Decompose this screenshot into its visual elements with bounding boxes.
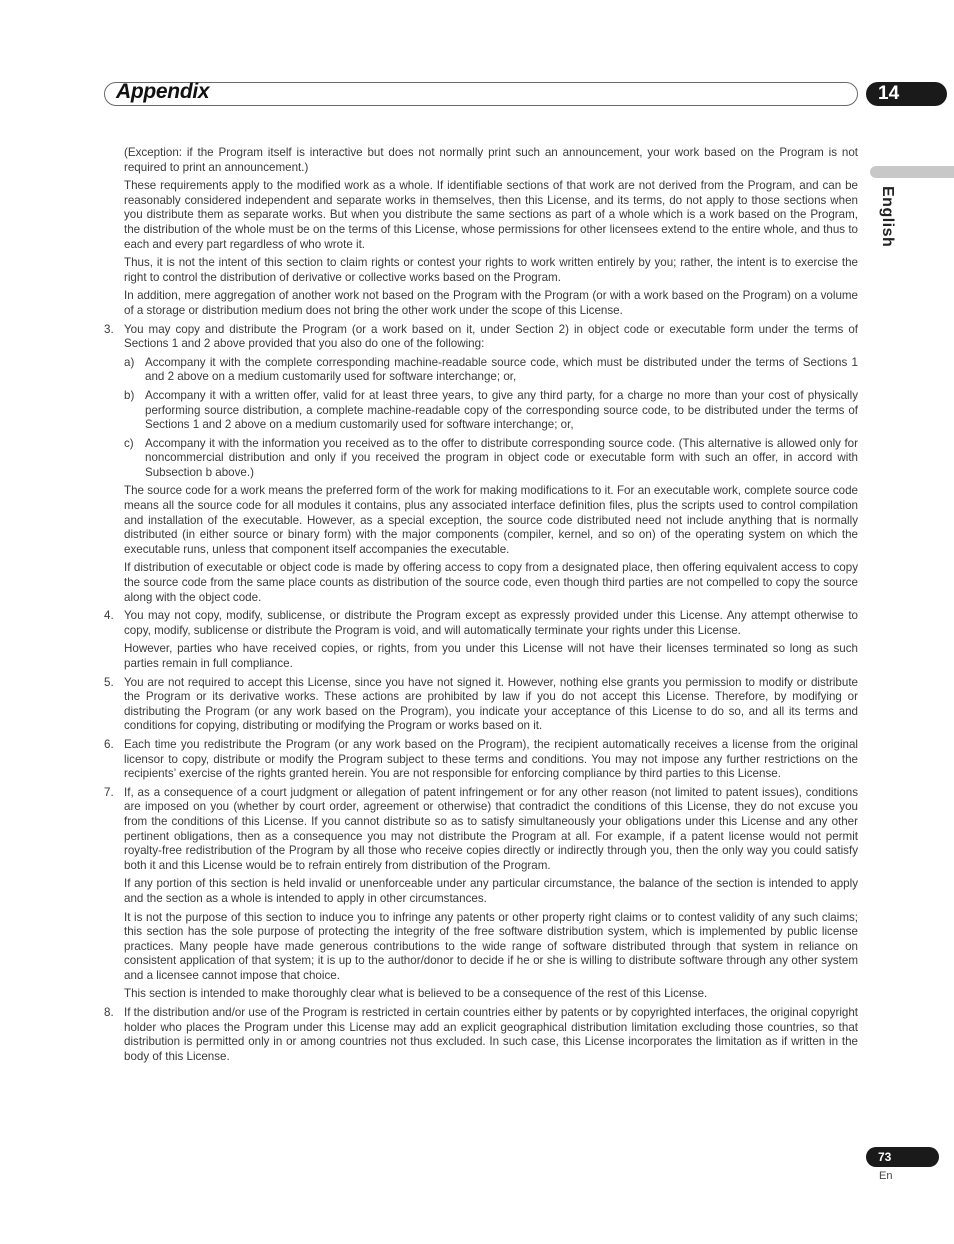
item-text: You are not required to accept this License, since you have not signed it. However, nothing else grants you permission to modify or distribute the Program or its derivative works. These actions are prohibited by law if you do not accept this License. Therefore, by modifying or distributing the Program (or any work based on the Program), you indicate your acceptance of this License to do so, and all its terms and conditions for copying, distributing or modifying the Program or works based on it. (124, 675, 858, 733)
item-number: 5. (104, 675, 114, 689)
list-item-5 (104, 675, 858, 734)
item-text: If, as a consequence of a court judgment or allegation of patent infringement or for any other reason (not limited to patent issues), conditions are imposed on you (whether by court order, agreement or otherwise) that contradict the conditions of this License, they do not excuse you from the conditions of this License. If you cannot distribute so as to satisfy simultaneously your obligations under this License and any other pertinent obligations, then as a consequence you may not distribute the Program at all. For example, if a patent license would not permit royalty-free redistribution of the Program by all those who receive copies directly or indirectly through you, then the only way you could satisfy both it and this License would be to refrain entirely from distribution of the Program. (124, 785, 858, 872)
sub-item-label: c) (124, 436, 134, 450)
item-text: You may not copy, modify, sublicense, or distribute the Program except as expressly provided under this License. Any attempt otherwise to copy, modify, sublicense or distribute the Program is void, and will automatically terminate your rights under this License. (124, 609, 858, 637)
sub-item-text: Accompany it with a written offer, valid for at least three years, to give any third party, for a charge no more than your cost of physically performing source distribution, a complete machine-readable copy of the corresponding source code, to be distributed under the terms of Sections 1 and 2 above on a medium customarily used for software interchange; or, (145, 388, 858, 432)
page-number-badge: 73 (866, 1147, 939, 1167)
paragraph: If any portion of this section is held invalid or unenforceable under any particular circumstance, the balance of the section is intended to apply and the section as a whole is intended to apply in other circumstances. (124, 877, 858, 905)
item-number: 8. (104, 1006, 114, 1020)
paragraph: The source code for a work means the preferred form of the work for making modifications to it. For an executable work, complete source code means all the source code for all modules it contains, plus any associated interface definition files, plus the scripts used to control compilation and installation of the executable. However, as a special exception, the source code distributed need not include anything that is normally distributed (in either source or binary form) with the major components (compiler, kernel, and so on) of the operating system on which the executable runs, unless that component itself accompanies the executable. (124, 484, 858, 556)
paragraph: However, parties who have received copies, or rights, from you under this License will not have their licenses terminated so long as such parties remain in full compliance. (124, 642, 858, 670)
paragraph: In addition, mere aggregation of another work not based on the Program with the Program (or with a work based on the Program) on a volume of a storage or distribution medium does not bring the other work under the scope of this License. (124, 289, 858, 317)
license-text (104, 146, 859, 1068)
item-number: 7. (104, 785, 114, 799)
paragraph: If distribution of executable or object code is made by offering access to copy from a designated place, then offering equivalent access to copy the source code from the same place counts as distribution of the source code, even though third parties are not compelled to copy the source along with the object code. (124, 561, 858, 604)
paragraph: It is not the purpose of this section to induce you to infringe any patents or other property right claims or to contest validity of any such claims; this section has the sole purpose of protecting the integrity of the free software distribution system, which is implemented by public license practices. Many people have made generous contributions to the wide range of software distributed through that system in reliance on consistent application of that system; it is up to the author/donor to decide if he or she is willing to distribute software through any other system and a licensee cannot impose that choice. (124, 910, 858, 982)
item-number: 3. (104, 322, 114, 336)
paragraph: (Exception: if the Program itself is interactive but does not normally print such an announcement, your work based on the Program is not required to print an announcement.) (124, 146, 858, 174)
item-number: 6. (104, 737, 114, 751)
sub-item-a (124, 355, 858, 385)
side-language-label: English (879, 186, 896, 248)
page-title: Appendix (116, 80, 210, 103)
list-item-7 (104, 785, 858, 874)
item-text: Each time you redistribute the Program (or any work based on the Program), the recipient automatically receives a license from the original licensor to copy, distribute or modify the Program subject to these terms and conditions. You may not impose any further restrictions on the recipients’ exercise of the rights granted herein. You are not responsible for enforcing compliance by third parties to this License. (124, 737, 858, 781)
list-item-3 (104, 322, 858, 352)
sub-item-text: Accompany it with the information you received as to the offer to distribute corresponding source code. (This alternative is allowed only for noncommercial distribution and only if you received the program in object code or executable form with such an offer, in accord with Subsection b above.) (145, 436, 858, 479)
page-language-code: En (879, 1170, 893, 1182)
item-text: If the distribution and/or use of the Program is restricted in certain countries either by patents or by copyrighted interfaces, the original copyright holder who places the Program under this License may add an explicit geographical distribution limitation excluding those countries, so that distribution is permitted only in or among countries not thus excluded. In such case, this License incorporates the limitation as if written in the body of this License. (124, 1006, 859, 1063)
paragraph: Thus, it is not the intent of this section to claim rights or contest your rights to work written entirely by you; rather, the intent is to exercise the right to control the distribution of derivative or collective works based on the Program. (124, 256, 858, 284)
sub-item-label: a) (124, 355, 135, 369)
list-item-4 (104, 609, 858, 638)
header-bar (104, 82, 858, 106)
paragraph: These requirements apply to the modified work as a whole. If identifiable sections of that work are not derived from the Program, and can be reasonably considered independent and separate works in themselves, then this License, and its terms, do not apply to those sections when you distribute them as separate works. But when you distribute the same sections as part of a whole which is a work based on the Program, the distribution of the whole must be on the terms of this License, whose permissions for other licensees extend to the entire whole, and thus to each and every part regardless of who wrote it. (124, 179, 858, 251)
item-text: You may copy and distribute the Program (or a work based on it, under Section 2) in object code or executable form under the terms of Sections 1 and 2 above provided that you also do one of the following: (124, 322, 858, 351)
sub-item-label: b) (124, 388, 135, 402)
list-item-8 (104, 1006, 859, 1064)
sub-item-text: Accompany it with the complete corresponding machine-readable source code, which must be distributed under the terms of Sections 1 and 2 above on a medium customarily used for software interchange; or, (145, 355, 858, 384)
paragraph: This section is intended to make thoroughly clear what is believed to be a consequence of the rest of this License. (124, 987, 708, 1001)
sub-item-b (124, 388, 858, 433)
item-number: 4. (104, 609, 114, 623)
list-item-6 (104, 737, 858, 782)
side-language-tab (870, 166, 954, 178)
sub-item-c (124, 436, 858, 481)
chapter-number-badge: 14 (866, 82, 947, 106)
